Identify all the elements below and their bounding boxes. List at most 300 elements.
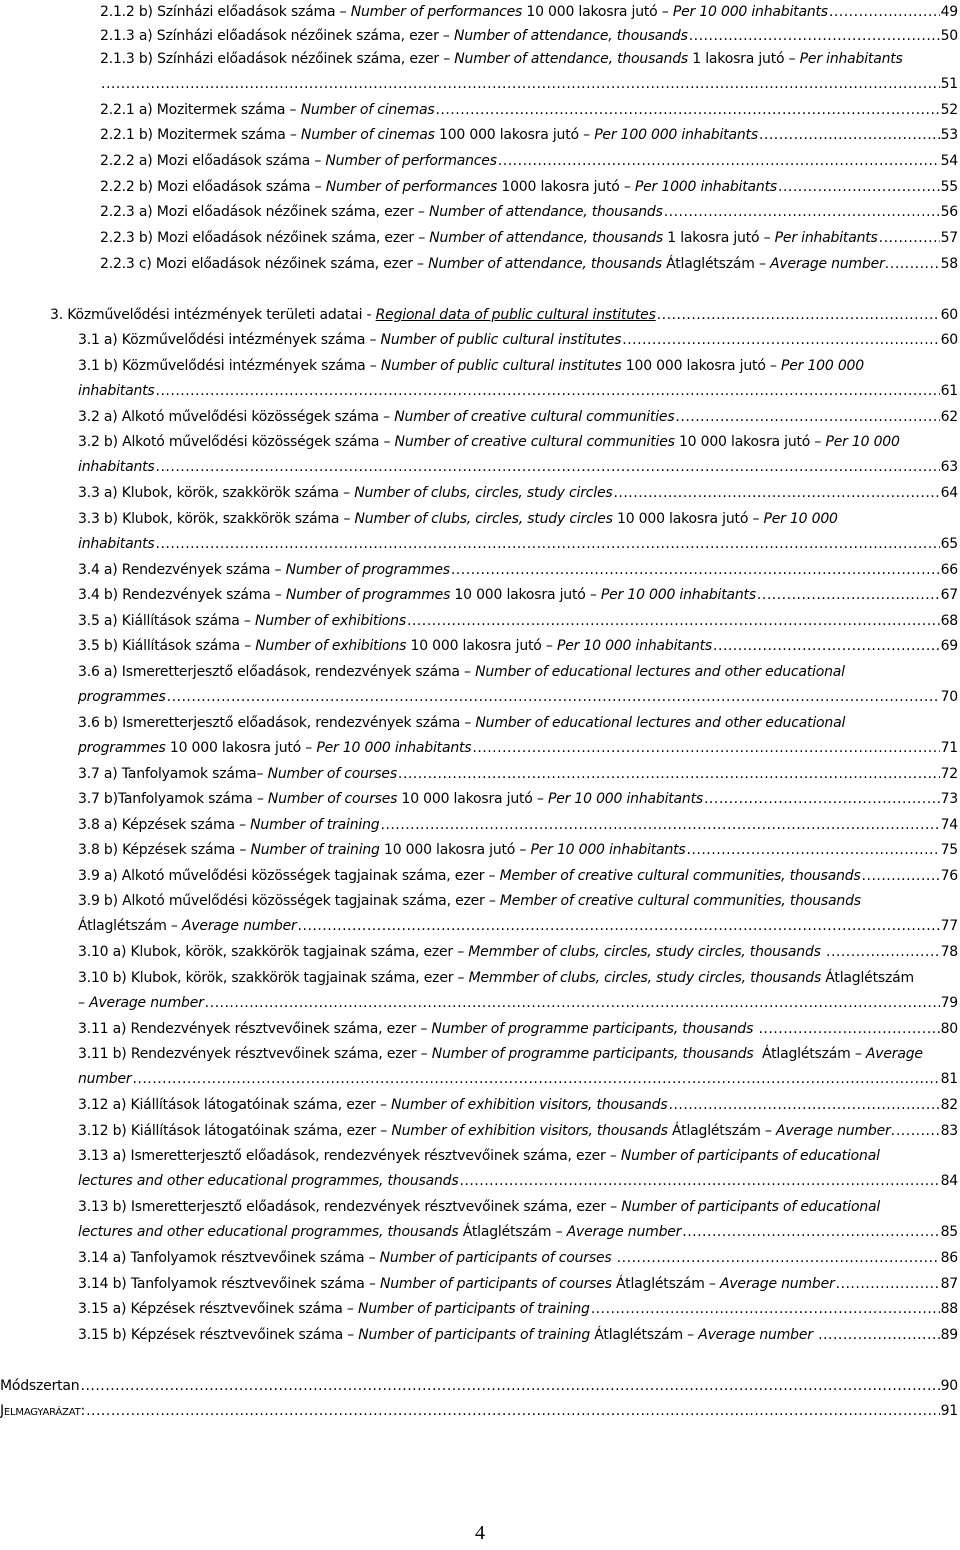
toc-entry-first-line [78, 507, 958, 532]
entry-text-segment: Jelmagyarázat: [0, 1403, 86, 1419]
dot-leader [132, 1067, 939, 1091]
toc-entry-title [78, 940, 825, 964]
entry-text-segment [821, 944, 825, 960]
entry-text-segment: Átlaglétszám – [590, 1327, 699, 1343]
dot-leader [689, 24, 940, 48]
toc-entry-title [78, 609, 406, 633]
toc-entry-first-line [78, 1144, 958, 1169]
toc-entry-line [78, 609, 958, 633]
toc-entry[interactable] [100, 149, 958, 173]
entry-text-segment: 3.7 a) Tanfolyamok száma– [78, 766, 268, 782]
toc-entry-first-line [100, 47, 958, 72]
entry-text-segment: Per 10 000 [825, 434, 900, 450]
toc-page-number: 49 [940, 4, 958, 20]
entry-text-segment: Number of attendance, thousands [429, 230, 664, 246]
toc-entry[interactable] [78, 558, 958, 582]
entry-text-segment: 3.1 a) Közművelődési intézmények száma – [78, 332, 381, 348]
toc-entry-title [78, 762, 397, 786]
toc-page-number: 73 [940, 791, 958, 807]
entry-text-segment: 1 lakosra jutó – [688, 51, 800, 67]
entry-text-segment: 3.4 a) Rendezvények száma – [78, 562, 286, 578]
entry-text-segment: 3.10 a) Klubok, körök, szakkörök tagjainak száma, ezer – [78, 944, 469, 960]
toc-page-number: 87 [940, 1276, 958, 1292]
entry-text-segment: Average number [566, 1224, 682, 1240]
entry-text-segment: 3.6 a) Ismeretterjesztő előadások, rendezvények száma – [78, 664, 476, 680]
toc-entry-line [78, 1272, 958, 1296]
toc-page-number: 61 [940, 383, 958, 399]
toc-entry[interactable] [78, 940, 958, 964]
entry-text-segment: 10 000 lakosra jutó – [674, 434, 826, 450]
toc-entry-line [78, 991, 958, 1015]
dot-leader [826, 940, 940, 964]
toc-page-number: 74 [940, 817, 958, 833]
toc-page-number: 70 [940, 689, 958, 705]
entry-text-segment: Átlaglétszám – [667, 1123, 776, 1139]
entry-text-segment: Per 1000 inhabitants [634, 179, 777, 195]
entry-text-segment: Number of creative cultural communities [394, 434, 675, 450]
entry-text-segment: lectures and other educational programmes, thousands [78, 1173, 459, 1189]
toc-entry-title [78, 634, 712, 658]
entry-text-segment: 3.11 b) Rendezvények résztvevőinek száma, ezer – [78, 1046, 432, 1062]
entry-text-segment: lectures and other educational programmes, thousands [78, 1224, 459, 1240]
dot-leader [398, 762, 940, 786]
entry-text-segment: Per 100 000 inhabitants [594, 127, 758, 143]
toc-page-number: 64 [940, 485, 958, 501]
toc-entry-title [78, 1093, 667, 1117]
toc-entry-title [100, 226, 878, 250]
toc-entry[interactable] [100, 0, 958, 24]
toc-entry-line [78, 813, 958, 837]
entry-text-segment: Átlaglétszám – [753, 1046, 866, 1062]
entry-text-segment: 3.1 b) Közművelődési intézmények száma – [78, 358, 381, 374]
entry-text-segment: 3.8 b) Képzések száma – [78, 842, 251, 858]
toc-entry-line [100, 0, 958, 24]
entry-text-segment: Átlaglétszám – [78, 918, 182, 934]
toc-entry-title [100, 0, 828, 24]
toc-page-number: 80 [940, 1021, 958, 1037]
toc-page-number: 89 [940, 1327, 958, 1343]
toc-entry-line [78, 634, 958, 658]
toc-entry-line [78, 583, 958, 607]
entry-text-segment: Memmber of clubs, circles, study circles, thousands [468, 970, 822, 986]
dot-leader [156, 455, 940, 479]
toc-entry-line [78, 1169, 958, 1193]
entry-text-segment: Módszertan [0, 1378, 80, 1394]
toc-entry-title [100, 175, 777, 199]
toc-entry-title [78, 1323, 817, 1347]
entry-text-segment: 3.11 a) Rendezvények résztvevőinek száma, ezer – [78, 1021, 432, 1037]
entry-text-segment: Memmber of clubs, circles, study circles, thousands [468, 944, 821, 960]
page-number: 4 [475, 1522, 485, 1544]
entry-text-segment: 10 000 lakosra jutó – [165, 740, 317, 756]
toc-entry-title [78, 813, 379, 837]
entry-text-segment: Number of exhibition visitors, thousands [391, 1097, 668, 1113]
toc-entry-line [78, 328, 958, 352]
toc-entry[interactable] [78, 609, 958, 633]
dot-leader [687, 838, 940, 862]
toc-entry-title [78, 455, 155, 479]
toc-entry[interactable] [78, 889, 958, 938]
toc-page-number: 81 [940, 1071, 958, 1087]
toc-entry-line [100, 226, 958, 250]
dot-leader [668, 1093, 939, 1117]
dot-leader [472, 736, 939, 760]
dot-leader [167, 685, 940, 709]
entry-text-segment: Number of educational lectures and other educational [475, 715, 846, 731]
toc-entry[interactable] [100, 47, 958, 96]
entry-text-segment: 10 000 lakosra jutó – [612, 511, 764, 527]
dot-leader [617, 1246, 940, 1270]
entry-text-segment: Number of participants of courses [379, 1276, 612, 1292]
toc-entry-title [100, 149, 497, 173]
toc-entry[interactable] [100, 200, 958, 224]
toc-entry[interactable] [78, 787, 958, 811]
toc-entry[interactable] [78, 1144, 958, 1193]
toc-page-number: 83 [940, 1123, 958, 1139]
entry-text-segment: Number of programmes [285, 587, 451, 603]
toc-entry[interactable] [78, 1297, 958, 1321]
dot-leader [879, 226, 940, 250]
entry-text-segment: programmes [78, 740, 166, 756]
toc-entry-line [78, 1297, 958, 1321]
dot-leader [81, 1374, 940, 1398]
toc-entry-line [100, 123, 958, 147]
entry-text-segment: Number of educational lectures and other educational [475, 664, 845, 680]
entry-text-segment: Number of programmes [285, 562, 450, 578]
toc-entry-line [78, 914, 958, 938]
toc-entry-title [78, 1272, 835, 1296]
entry-text-segment: Per 10 000 inhabitants [556, 638, 712, 654]
toc-entry-title [50, 303, 656, 327]
toc-page-number: 88 [940, 1301, 958, 1317]
toc-entry[interactable] [78, 1017, 958, 1041]
dot-leader [664, 200, 940, 224]
entry-text-segment: Number of participants of courses [379, 1250, 612, 1266]
toc-entry[interactable] [78, 660, 958, 709]
dot-leader [713, 634, 940, 658]
entry-text-segment: 3.2 b) Alkotó művelődési közösségek száma – [78, 434, 395, 450]
toc-entry-line [78, 736, 958, 760]
entry-text-segment: 3.3 b) Klubok, körök, szakkörök száma – [78, 511, 355, 527]
entry-text-segment: Number of participants of training [358, 1327, 591, 1343]
toc-page-number: 79 [940, 995, 958, 1011]
entry-text-segment: 3.15 b) Képzések résztvevőinek száma – [78, 1327, 359, 1343]
toc-entry-title [78, 838, 686, 862]
entry-text-segment: Átlaglétszám – [661, 256, 771, 272]
entry-text-segment: Number of exhibitions [255, 638, 407, 654]
entry-text-segment: 2.1.2 b) Színházi előadások száma – [100, 4, 351, 20]
toc-page-number: 51 [940, 76, 958, 92]
toc-entry[interactable] [78, 1272, 958, 1296]
entry-text-segment: 3.9 a) Alkotó művelődési közösségek tagjainak száma, ezer – [78, 868, 500, 884]
entry-text-segment: Átlaglétszám – [611, 1276, 720, 1292]
dot-leader [435, 98, 939, 122]
toc-page-number: 86 [940, 1250, 958, 1266]
entry-text-segment: Number of performances [350, 4, 523, 20]
entry-text-segment: Average number [89, 995, 204, 1011]
toc-entry-line [78, 864, 958, 888]
entry-text-segment [753, 1021, 757, 1037]
toc-entry-first-line [78, 711, 958, 736]
toc-entry[interactable] [100, 98, 958, 122]
entry-text-segment: Number of participants of educational [620, 1148, 880, 1164]
dot-leader [778, 175, 940, 199]
toc-entry[interactable] [100, 226, 958, 250]
toc-page-number: 58 [940, 256, 958, 272]
toc-entry-first-line [78, 1042, 958, 1067]
entry-text-segment: inhabitants [78, 536, 155, 552]
toc-entry-line [78, 532, 958, 556]
dot-leader [759, 123, 940, 147]
entry-text-segment: 2.2.2 a) Mozi előadások száma – [100, 153, 326, 169]
toc-entry[interactable] [78, 864, 958, 888]
toc-entry-title [78, 1067, 131, 1091]
entry-text-segment: Per 10 000 inhabitants [672, 4, 828, 20]
entry-text-segment: 2.2.3 b) Mozi előadások nézőinek száma, ezer – [100, 230, 430, 246]
entry-text-segment: Number of exhibitions [254, 613, 406, 629]
entry-text-segment: Member of creative cultural communities, thousands [499, 893, 861, 909]
toc-page-number: 67 [940, 587, 958, 603]
entry-text-segment: Average number [770, 256, 885, 272]
toc-page-number: 50 [940, 28, 958, 44]
entry-text-segment: 10 000 lakosra jutó – [522, 4, 673, 20]
toc-entry-title [78, 991, 204, 1015]
entry-text-segment: 3.14 a) Tanfolyamok résztvevőinek száma – [78, 1250, 380, 1266]
toc-entry[interactable] [0, 1399, 958, 1423]
toc-page-number: 65 [940, 536, 958, 552]
toc-entry[interactable] [0, 1374, 958, 1398]
entry-text-segment: 3.7 b)Tanfolyamok száma – [78, 791, 268, 807]
toc-entry-line [100, 149, 958, 173]
entry-text-segment: 10 000 lakosra jutó – [397, 791, 548, 807]
toc-entry-first-line [78, 966, 958, 991]
toc-entry-title [78, 583, 756, 607]
toc-entry-line [78, 481, 958, 505]
toc-entry[interactable] [78, 328, 958, 352]
toc-entry-title [78, 1297, 590, 1321]
toc-entry-title [78, 1119, 895, 1143]
entry-text-segment: Number of creative cultural communities [394, 409, 675, 425]
dot-leader [156, 532, 940, 556]
dot-leader [818, 1323, 939, 1347]
entry-text-segment: 3.15 a) Képzések résztvevőinek száma – [78, 1301, 358, 1317]
toc-entry[interactable] [78, 1119, 958, 1143]
entry-text-segment: Number of cinemas [300, 127, 435, 143]
entry-text-segment: 1000 lakosra jutó – [497, 179, 635, 195]
toc-entry[interactable] [50, 303, 958, 327]
toc-page-number: 68 [940, 613, 958, 629]
toc-entry[interactable] [78, 1246, 958, 1270]
entry-text-segment: Per inhabitants [774, 230, 878, 246]
toc-page-number: 56 [940, 204, 958, 220]
toc-entry[interactable] [78, 354, 958, 403]
dot-leader [380, 813, 939, 837]
entry-text-segment: Átlaglétszám [821, 970, 914, 986]
toc-page-number: 55 [940, 179, 958, 195]
toc-entry-line [78, 1017, 958, 1041]
toc-entry-title [78, 405, 674, 429]
toc-entry[interactable] [100, 252, 958, 276]
entry-text-segment: Regional data of public cultural institutes [375, 307, 656, 323]
toc-entry-line [78, 405, 958, 429]
entry-text-segment: 3.4 b) Rendezvények száma – [78, 587, 286, 603]
entry-text-segment: 3.13 a) Ismeretterjesztő előadások, rendezvények résztvevőinek száma, ezer – [78, 1148, 621, 1164]
dot-leader [622, 328, 939, 352]
entry-text-segment: 10 000 lakosra jutó – [406, 638, 557, 654]
entry-text-segment: 3.12 a) Kiállítások látogatóinak száma, ezer – [78, 1097, 392, 1113]
entry-text-segment: Average number [719, 1276, 835, 1292]
toc-entry-title [100, 24, 688, 48]
entry-text-segment: 3.9 b) Alkotó művelődési közösségek tagjainak száma, ezer – [78, 893, 500, 909]
toc-page-number: 62 [940, 409, 958, 425]
toc-entry[interactable] [78, 481, 958, 505]
entry-text-segment: 3.14 b) Tanfolyamok résztvevőinek száma – [78, 1276, 380, 1292]
entry-text-segment: Number of courses [267, 791, 398, 807]
toc-entry-title [78, 379, 155, 403]
toc-entry[interactable] [78, 838, 958, 862]
toc-entry-title [78, 1246, 616, 1270]
toc-entry[interactable] [78, 813, 958, 837]
entry-text-segment: Number of training [250, 842, 380, 858]
toc-entry-title [78, 1220, 681, 1244]
toc-entry-title [100, 252, 889, 276]
dot-leader [498, 149, 940, 173]
dot-leader [758, 1017, 939, 1041]
entry-text-segment: Number of public cultural institutes [380, 358, 622, 374]
toc-entry[interactable] [100, 175, 958, 199]
entry-text-segment: Number of attendance, thousands [454, 51, 689, 67]
entry-text-segment: Per 10 000 [763, 511, 838, 527]
entry-text-segment: 3.3 a) Klubok, körök, szakkörök száma – [78, 485, 355, 501]
dot-leader [591, 1297, 940, 1321]
toc-entry-line [78, 1323, 958, 1347]
toc-entry-line [50, 303, 958, 327]
entry-text-segment: 3. Közművelődési intézmények területi adatai - [50, 307, 376, 323]
toc-entry[interactable] [78, 634, 958, 658]
entry-text-segment: Átlaglétszám – [458, 1224, 567, 1240]
toc-entry-title [78, 787, 703, 811]
entry-text-segment: Number of attendance, thousands [428, 204, 663, 220]
dot-leader [657, 303, 940, 327]
toc-entry[interactable] [78, 762, 958, 786]
toc-entry[interactable] [100, 123, 958, 147]
toc-entry-title [78, 532, 155, 556]
toc-page-number: 66 [940, 562, 958, 578]
entry-text-segment: programmes [78, 689, 166, 705]
toc-entry-title [78, 736, 471, 760]
dot-leader [407, 609, 940, 633]
dot-leader [451, 558, 940, 582]
entry-text-segment: Number of clubs, circles, study circles [354, 511, 613, 527]
toc-page-number: 60 [940, 332, 958, 348]
toc-entry-first-line [78, 660, 958, 685]
entry-text-segment: Average number [775, 1123, 891, 1139]
toc-page-number: 71 [940, 740, 958, 756]
entry-text-segment: 100 000 lakosra jutó – [621, 358, 781, 374]
toc-entry[interactable] [78, 507, 958, 556]
entry-text-segment: 3.6 b) Ismeretterjesztő előadások, rendezvények száma – [78, 715, 476, 731]
entry-text-segment: Member of creative cultural communities, thousands [499, 868, 861, 884]
toc-entry-line [78, 1119, 958, 1143]
entry-text-segment: 10 000 lakosra jutó – [450, 587, 601, 603]
toc-entry[interactable] [78, 711, 958, 760]
entry-text-segment: Per 10 000 inhabitants [530, 842, 686, 858]
toc-entry-title [78, 864, 861, 888]
toc-entry-first-line [78, 354, 958, 379]
toc-page-number: 72 [940, 766, 958, 782]
entry-text-segment: 2.2.1 b) Mozitermek száma – [100, 127, 301, 143]
dot-leader [205, 991, 940, 1015]
entry-text-segment: 2.2.3 c) Mozi előadások nézőinek száma, ezer – [100, 256, 429, 272]
toc-entry[interactable] [78, 1093, 958, 1117]
toc-entry[interactable] [78, 583, 958, 607]
toc-page-number: 90 [940, 1378, 958, 1394]
entry-text-segment: Number of attendance, thousands [428, 256, 662, 272]
entry-text-segment: Number of participants of educational [621, 1199, 881, 1215]
toc-page-number: 53 [940, 127, 958, 143]
toc-entry-title [100, 200, 663, 224]
dot-leader [836, 1272, 940, 1296]
toc-entry[interactable] [78, 966, 958, 1015]
entry-text-segment [813, 1327, 817, 1343]
toc-entry-line [78, 762, 958, 786]
toc-page-number: 85 [940, 1224, 958, 1240]
dot-leader [829, 0, 940, 24]
entry-text-segment: Average number [698, 1327, 813, 1343]
entry-text-segment: Per 100 000 [780, 358, 864, 374]
toc-entry-title [78, 558, 450, 582]
toc-entry-line [78, 1093, 958, 1117]
dot-leader [682, 1220, 939, 1244]
entry-text-segment: Per inhabitants [799, 51, 903, 67]
toc-entry-line [78, 1067, 958, 1091]
toc-entry-first-line [78, 889, 958, 914]
toc-entry-line [78, 685, 958, 709]
toc-entry-line [100, 175, 958, 199]
entry-text-segment: number [78, 1071, 132, 1087]
entry-text-segment: Per 10 000 inhabitants [316, 740, 472, 756]
entry-text-segment: 3.2 a) Alkotó művelődési közösségek száma – [78, 409, 395, 425]
toc-entry-first-line [78, 430, 958, 455]
toc-page-number: 82 [940, 1097, 958, 1113]
entry-text-segment: inhabitants [78, 459, 155, 475]
entry-text-segment: Number of performances [325, 153, 497, 169]
toc-entry[interactable] [78, 1323, 958, 1347]
entry-text-segment: 3.5 a) Kiállítások száma – [78, 613, 255, 629]
toc-entry[interactable] [78, 405, 958, 429]
entry-text-segment: 3.13 b) Ismeretterjesztő előadások, rendezvények résztvevőinek száma, ezer – [78, 1199, 622, 1215]
toc-entry-title [100, 123, 758, 147]
entry-text-segment: Average number [181, 918, 297, 934]
toc-page-number: 69 [940, 638, 958, 654]
entry-text-segment: 2.2.1 a) Mozitermek száma – [100, 102, 301, 118]
toc-entry[interactable] [78, 1042, 958, 1091]
toc-entry-line [100, 200, 958, 224]
toc-entry[interactable] [78, 430, 958, 479]
entry-text-segment: 10 000 lakosra jutó – [379, 842, 531, 858]
dot-leader [757, 583, 940, 607]
dot-leader [459, 1169, 939, 1193]
toc-entry-title [78, 328, 621, 352]
toc-entry-line [78, 940, 958, 964]
entry-text-segment: Number of clubs, circles, study circles [354, 485, 613, 501]
toc-entry[interactable] [78, 1195, 958, 1244]
toc-entry-line [78, 455, 958, 479]
entry-text-segment: 100 000 lakosra jutó – [434, 127, 595, 143]
toc-entry-title [100, 98, 434, 122]
dot-leader [675, 405, 939, 429]
toc-entry[interactable] [100, 24, 958, 48]
